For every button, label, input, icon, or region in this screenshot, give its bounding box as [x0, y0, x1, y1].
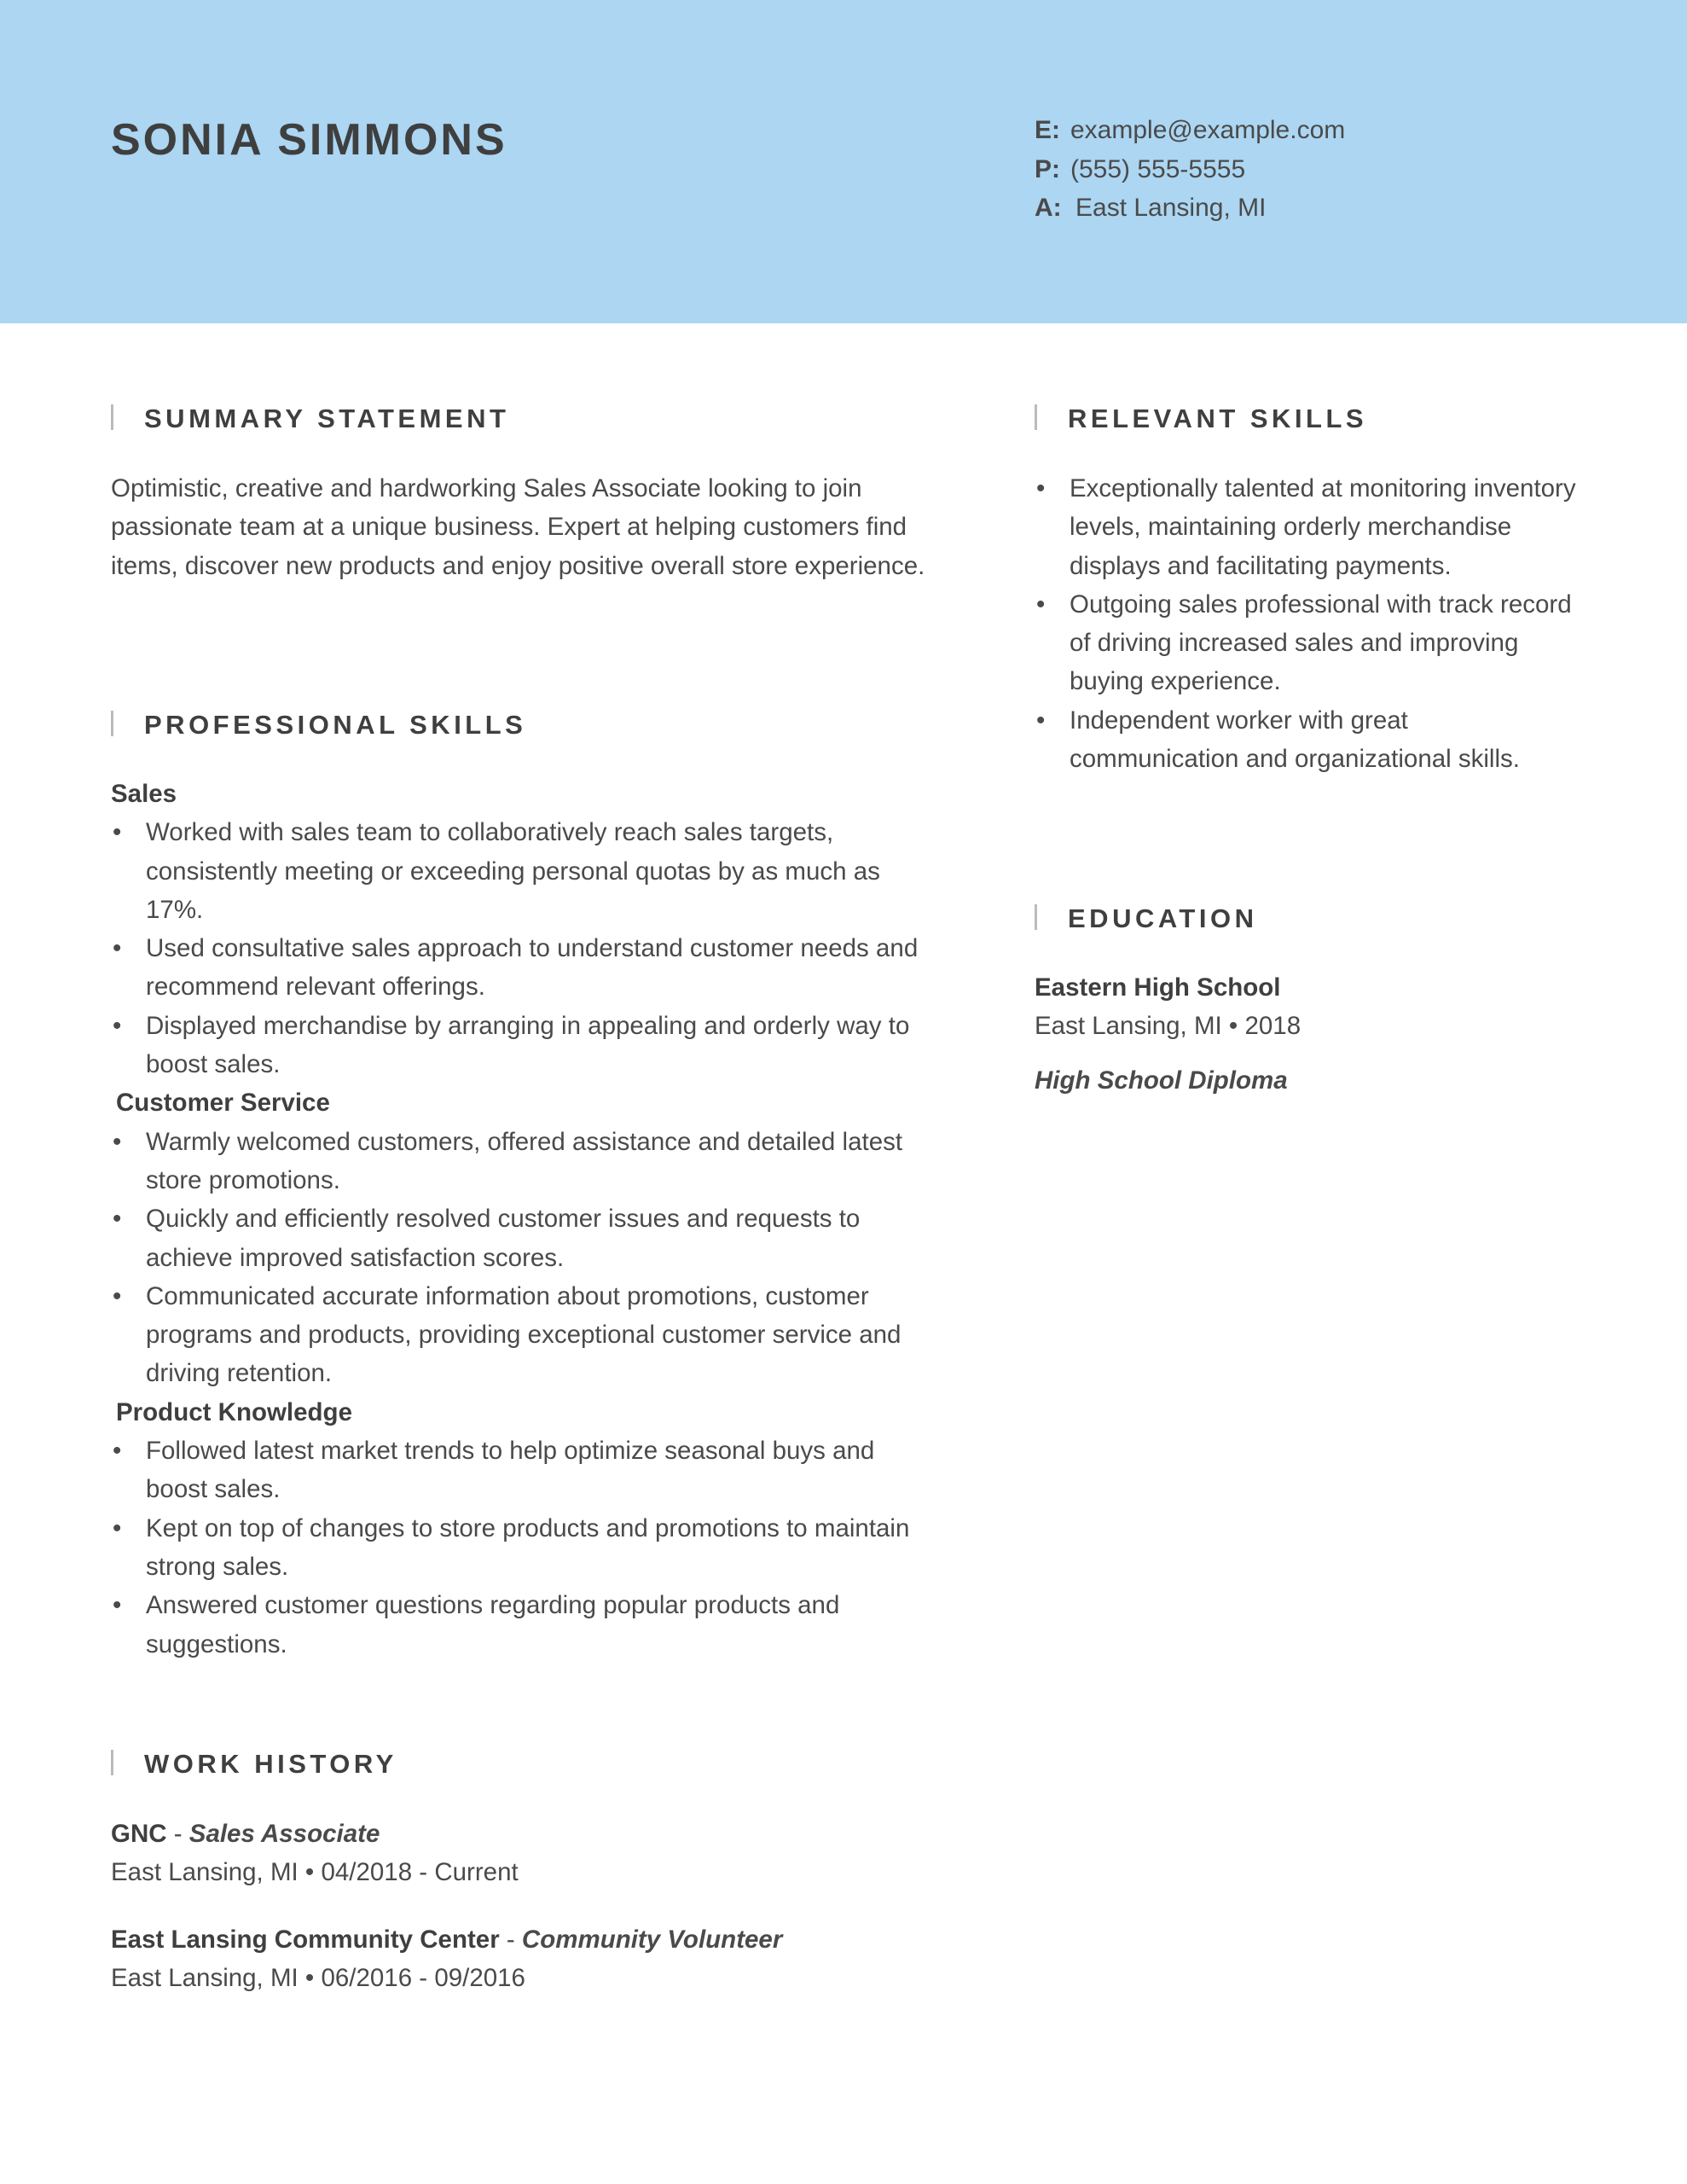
- contact-address: A: East Lansing, MI: [1035, 194, 1267, 222]
- header-banner: [0, 0, 1687, 323]
- list-item: • Worked with sales team to collaboratively reach sales targets, consistently meeting or exceeding personal quotas by as much as 17%.: [111, 813, 938, 929]
- list-item: • Quickly and efficiently resolved customer issues and requests to achieve improved satisfaction scores.: [111, 1199, 938, 1277]
- list-item: • Kept on top of changes to store products and promotions to maintain strong sales.: [111, 1509, 938, 1587]
- section-title-professional-skills: PROFESSIONAL SKILLS: [111, 710, 526, 741]
- contact-phone: P: (555) 555-5555: [1035, 154, 1246, 183]
- list-item: • Exceptionally talented at monitoring inventory levels, maintaining orderly merchandise displays and facilitating payments.: [1035, 469, 1580, 585]
- skill-group-title: Customer Service: [116, 1089, 330, 1118]
- divider: [111, 1750, 113, 1775]
- job-entry: GNC - Sales Associate East Lansing, MI • 04/2018 - Current: [111, 1820, 519, 1887]
- divider: [111, 404, 113, 430]
- skill-group-title: Product Knowledge: [116, 1397, 352, 1426]
- skill-group-title: Sales: [111, 780, 177, 808]
- list-item: • Followed latest market trends to help optimize seasonal buys and boost sales.: [111, 1432, 938, 1509]
- section-title-education: EDUCATION: [1035, 903, 1257, 934]
- summary-text: Optimistic, creative and hardworking Sales Associate looking to join passionate team at a unique business. Expert at helping customers find items, discover new products and enjoy positive overall store experience.: [111, 474, 925, 580]
- education-entry: Eastern High School East Lansing, MI • 2018 High School Diploma: [1035, 968, 1301, 1100]
- relevant-skills: [1035, 469, 1580, 778]
- list-item: • Used consultative sales approach to understand customer needs and recommend relevant offerings.: [111, 929, 938, 1007]
- list-item: • Independent worker with great communication and organizational skills.: [1035, 701, 1580, 779]
- list-item: • Warmly welcomed customers, offered assistance and detailed latest store promotions.: [111, 1123, 938, 1200]
- professional-skills: [111, 775, 938, 1664]
- section-title-relevant-skills: RELEVANT SKILLS: [1035, 404, 1367, 434]
- divider: [111, 711, 113, 736]
- section-title-work-history: WORK HISTORY: [111, 1749, 397, 1780]
- divider: [1035, 904, 1037, 930]
- list-item: • Communicated accurate information about promotions, customer programs and products, providing exceptional customer service and driving retention.: [111, 1277, 938, 1393]
- contact-info: [1035, 111, 1345, 228]
- school-name: Eastern High School: [1035, 973, 1281, 1002]
- candidate-name: SONIA SIMMONS: [111, 115, 507, 165]
- list-item: • Displayed merchandise by arranging in appealing and orderly way to boost sales.: [111, 1007, 938, 1084]
- list-item: • Answered customer questions regarding popular products and suggestions.: [111, 1586, 938, 1664]
- job-entry: East Lansing Community Center - Community Volunteer East Lansing, MI • 06/2016 - 09/2016: [111, 1926, 783, 1993]
- divider: [1035, 404, 1037, 430]
- degree: High School Diploma: [1035, 1066, 1288, 1095]
- contact-email: E: example@example.com: [1035, 116, 1346, 144]
- list-item: • Outgoing sales professional with track record of driving increased sales and improving buying experience.: [1035, 585, 1580, 701]
- section-title-summary: SUMMARY STATEMENT: [111, 404, 509, 434]
